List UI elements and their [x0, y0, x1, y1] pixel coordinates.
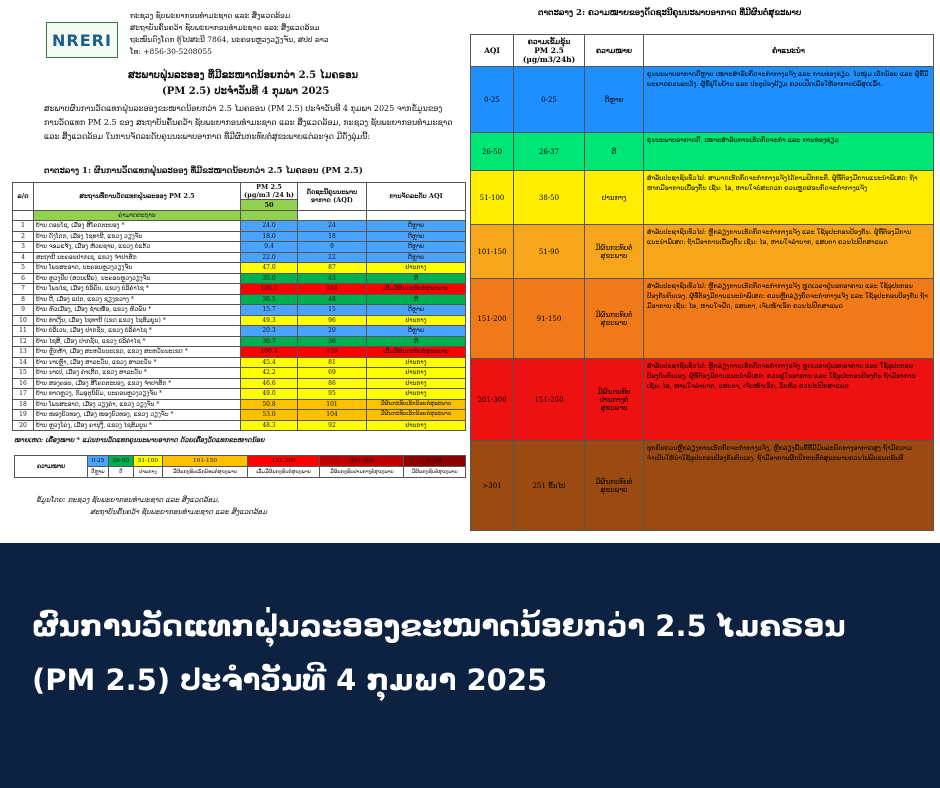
- aqi-row: [471, 133, 934, 171]
- cell-level: ເລີ່ມມີຜົນກະທົບຕໍ່ສຸຂະພາບ: [367, 284, 466, 295]
- col-pm: PM 2.5 (µg/m3 /24 h): [241, 183, 298, 200]
- cell-level: ມີຜົນກະທົບເລັກນ້ອຍຕໍ່ສຸຂະພາບ: [367, 410, 466, 421]
- cell-aqi: 164: [298, 284, 367, 295]
- cell-aqi: 81: [298, 357, 367, 368]
- doc-subtitle: (PM 2.5) ປະຈຳວັນທີ 4 ກຸມພາ 2025: [162, 86, 330, 97]
- cell-aqi: 15: [298, 305, 367, 316]
- cell-location: ບ້ານ ດອນໂຊ, ເມືອງ ສີໂຄດຕະບອງ *: [34, 221, 241, 232]
- cell-meaning: ດີ: [585, 133, 644, 171]
- cell-no: 19: [13, 410, 34, 421]
- source-line: ຂໍ້ມູນໂດຍ: ກະຊວງ ຊັບພະຍາກອນທຳມະຊາດ ແລະ ສິ່ງແວດລ້ອມ,: [36, 496, 220, 504]
- cell-level: ມີຜົນກະທົບເລັກນ້ອຍຕໍ່ສຸຂະພາບ: [367, 399, 466, 410]
- legend-meaning: ມີຜົນກະທົບຕໍ່ສຸຂະພາບ: [404, 467, 466, 478]
- cell-level: ປານກາງ: [367, 315, 466, 326]
- legend-range: 0-25: [88, 456, 109, 467]
- org-line: ໂທ: +856-30-5208055: [130, 47, 212, 56]
- legend-meaning: ດີ: [108, 467, 133, 478]
- cell-aqi: 201-300: [471, 359, 514, 441]
- cell-aqi: 22: [298, 252, 367, 263]
- cell-location: ບ້ານ ທາດຫຼວງ, ກົມອຸຕຸນິຍົມ, ນະຄອນຫຼວງວຽງຈັນ *: [34, 389, 241, 400]
- table-row: [13, 263, 466, 274]
- legend-range: 151-200: [247, 456, 320, 467]
- aqi-row: [471, 359, 934, 441]
- legend-meaning: ມີຜົນກະທົບປານກາງຕໍ່ສຸຂະພາບ: [320, 467, 404, 478]
- cell-no: 14: [13, 357, 34, 368]
- table-row: [13, 305, 466, 316]
- cell-level: ເລີ່ມມີຜົນກະທົບຕໍ່ສຸຂະພາບ: [367, 347, 466, 358]
- cell-aqi: 24: [298, 221, 367, 232]
- doc-paragraph: ສະພາບຜົນການວັດແທກຝຸ່ນລະອອງຂະໜາດນ້ອຍກວ່າ 2.5 ໄມຄຣອນ (PM 2.5) ປະຈຳວັນທີ 4 ກຸມພາ 2025 ຈາກຂໍ້ມູນຂອງ ການວັດແທກ PM 2.5 ຂອງ ສະຖາບັນຄົ້ນຄວ້າ ຊັບພະຍາກອນທຳມະຊາດ ແລະ ສິ່ງແວດລ້ອມ, ກະຊວງ ຊັບພະຍາກອນທຳມະຊາດ ແລະ ສິ່ງແວດລ້ອມ ໃນການຈັດລະດັບຄຸນນະພາບອາກາດ ທີ່ມີຜົນກະທົບຕໍ່ສຸຂະພາບແຕ່ລະຈຸດ ມີດັ່ງລຸ່ມນີ້:: [44, 104, 453, 141]
- cell-aqi: 101: [298, 399, 367, 410]
- cell-no: 5: [13, 263, 34, 274]
- cell-pm: 38-50: [514, 171, 585, 225]
- legend-range: 26-50: [108, 456, 133, 467]
- cell-pm: 46.6: [241, 378, 298, 389]
- cell-no: 3: [13, 242, 34, 253]
- cell-location: ບ້ານ ສອງຄອນ, ເມືອງ ສີໂຄດຕະບອງ, ແຂວງ ຈຳປາສັກ *: [34, 378, 241, 389]
- source-line: ສະຖາບັນຄົ້ນຄວ້າ ຊັບພະຍາກອນທຳມະຊາດ ແລະ ສິ່ງແວດລ້ອມ: [90, 508, 267, 516]
- aqi-legend: [14, 455, 466, 478]
- nreri-logo: NRERI: [46, 22, 118, 58]
- table-row: [13, 284, 466, 295]
- cell-advice: ຄຸນນະພາບອາກາດດີຫຼາຍ ເໝາະສຳລັບກິດຈະກຳກາງແຈ້ງ ແລະ ການທ່ອງທ່ຽວ. ໄວໜຸ່ມ ເດັກນ້ອຍ ແລະ ຜູ້ທີ່ມີພະຍາດຄວນລະວັງ. ຜູ້ທີ່ຢູ່ໃນບ້ານ ແລະ ປະຕູປ່ອງຢ້ຽມ ຄວນເປີດເພື່ອໃຫ້ອາກາດບໍລິສຸດເຂົ້າ.: [644, 67, 934, 133]
- cell-location: ບ້ານ ນາເຫຼົ່າ, ເມືອງ ສາລະວັນ, ແຂວງ ສາລະວັນ *: [34, 357, 241, 368]
- legend-meaning: ປານກາງ: [133, 467, 162, 478]
- table-row: [13, 242, 466, 253]
- cell-no: 1: [13, 221, 34, 232]
- table-row: [13, 378, 466, 389]
- col-pm: ຄວາມເຂັ້ມຂຸ້ນ PM 2.5 (µg/m3/24h): [514, 35, 585, 67]
- aqi-row: [471, 67, 934, 133]
- cell-pm: 51-90: [514, 225, 585, 279]
- cell-pm: 20.3: [241, 326, 298, 337]
- cell-pm: 9.4: [241, 242, 298, 253]
- cell-meaning: ດີຫຼາຍ: [585, 67, 644, 133]
- cell-pm: 91-150: [514, 279, 585, 359]
- cell-aqi: 69: [298, 368, 367, 379]
- cell-location: ສະຖານີ ນະຄອນປາກເຊ, ແຂວງ ຈຳປາສັກ: [34, 252, 241, 263]
- cell-advice: ສຳລັບປະຊາຊົນທົ່ວໄປ: ສາມາດເຮັດກິດຈະກຳກາງແຈ້ງໄດ້ຕາມປົກກະຕິ. ຜູ້ທີ່ຕ້ອງມີການແນະນຳພິເສດ: ຖ້າຫາກມີອາການເບື້ອງຕົ້ນ ເຊັ່ນ: ໄອ, ຫາຍໃຈບໍ່ສະດວກ ຄວນຫຼຸດຜ່ອນກິດຈະກຳກາງແຈ້ງ: [644, 171, 934, 225]
- cell-level: ປານກາງ: [367, 368, 466, 379]
- cell-aqi: 87: [298, 263, 367, 274]
- cell-pm: 49.3: [241, 315, 298, 326]
- cell-location: ບ້ານ ນາເປ, ເມືອງ ຄຳເກີດ, ແຂວງ ສາລະວັນ *: [34, 368, 241, 379]
- cell-location: ບ້ານ ດີ, ເມືອງ ແປກ, ແຂວງ ຊຽງຂວາງ *: [34, 294, 241, 305]
- table-row: [13, 273, 466, 284]
- cell-aqi: 101-150: [471, 225, 514, 279]
- cell-level: ປານກາງ: [367, 263, 466, 274]
- cell-no: 6: [13, 273, 34, 284]
- cell-pm: 100.4: [241, 347, 298, 358]
- legend-range: 101-150: [163, 456, 248, 467]
- col-location: ສະຖານທີ່ການວັດແທກຝຸ່ນລະອອງ PM 2.5: [34, 183, 241, 211]
- table-row: [13, 357, 466, 368]
- cell-aqi: 18: [298, 231, 367, 242]
- cell-pm: 48.3: [241, 420, 298, 431]
- cell-pm: 50.8: [241, 399, 298, 410]
- cell-meaning: ມີຜົນກະທົບຕໍ່ສຸຂະພາບ: [585, 441, 644, 531]
- legend-range: 51-100: [133, 456, 162, 467]
- cell-location: ບ້ານ ຫຼວງໂຄ່ງ, ເມືອງ ຄານຸງີ, ແຂວງ ໄຊສົມບູນ *: [34, 420, 241, 431]
- table-row: [13, 420, 466, 431]
- table-row: [13, 326, 466, 337]
- table-row: [13, 294, 466, 305]
- aqi-row: [471, 171, 934, 225]
- cell-meaning: ປານກາງ: [585, 171, 644, 225]
- aqi-row: [471, 279, 934, 359]
- cell-aqi: 159: [298, 347, 367, 358]
- cell-pm: 22.0: [241, 252, 298, 263]
- cell-aqi: >301: [471, 441, 514, 531]
- cell-location: ບ້ານ ໂພນສະອາດ, ເມືອງ ວຽງຄຳ, ແຂວງ ວຽງຈັນ *: [34, 399, 241, 410]
- cell-aqi: 96: [298, 315, 367, 326]
- table-row: [13, 389, 466, 400]
- cell-location: ບ້ານ ຫຼວງປັບ (ສວນເພີ້ຍ), ນະຄອນຫຼວງວຽງຈັນ: [34, 273, 241, 284]
- cell-no: 4: [13, 252, 34, 263]
- cell-advice: ສຳລັບປະຊາຊົນທົ່ວໄປ: ຫຼີກລ່ຽງການເຮັດກິດຈະກຳກາງແຈ້ງ ຫຼຸດເວລາຢູ່ນອກອາຄານ ແລະ ໃຊ້ອຸປະກອນປ້ອງກັນຕົນເອງ. ຜູ້ທີ່ຕ້ອງມີການແນະນຳພິເສດ: ຄວນຢູ່ໃນອາຄານ ແລະ ໃຊ້ອຸປະກອນປ້ອງກັນ ຖ້າມີອາການ ເຊັ່ນ: ໄອ, ຫາຍໃຈລຳບາກ, ແສບຕາ, ເຈັບໜ້າເອິກ, ວິນຫົວ ຄວນໄປປຶກສາແພດ: [644, 359, 934, 441]
- cell-no: 13: [13, 347, 34, 358]
- legend-range: 201-300: [320, 456, 404, 467]
- cell-pm: 24.0: [241, 221, 298, 232]
- cell-no: 7: [13, 284, 34, 295]
- cell-pm: 47.0: [241, 263, 298, 274]
- table-row: [13, 231, 466, 242]
- cell-aqi: 0-25: [471, 67, 514, 133]
- cell-level: ປານກາງ: [367, 420, 466, 431]
- cell-aqi: 51-100: [471, 171, 514, 225]
- cell-aqi: 26-50: [471, 133, 514, 171]
- cell-pm: 26-37: [514, 133, 585, 171]
- cell-aqi: 95: [298, 389, 367, 400]
- cell-pm: 49.0: [241, 389, 298, 400]
- cell-level: ດີ: [367, 336, 466, 347]
- legend-meaning: ເລີ່ມມີຜົນກະທົບຕໍ່ສຸຂະພາບ: [247, 467, 320, 478]
- cell-location: ບ້ານ ໄຊສີ, ເມືອງ ປາກຊັນ, ແຂວງ ບໍລິຄຳໄຊ *: [34, 336, 241, 347]
- cell-location: ບ້ານ ທ່າເງິນ, ເມືອງ ໄຊທານີ (ເຂດ ແຂວງ ໄຊສົມບູນ) *: [34, 315, 241, 326]
- cell-level: ດີ: [367, 294, 466, 305]
- legend-meaning: ດີຫຼາຍ: [88, 467, 109, 478]
- headline-banner: [0, 543, 940, 788]
- col-advice: ຄຳແນະນຳ: [644, 35, 934, 67]
- cell-aqi: 36: [298, 336, 367, 347]
- right-document: [470, 0, 940, 543]
- table1-title: ຕາຕະລາງ 1: ຜົນການວັດແທກຝຸ່ນລະອອງ ທີ່ມີຂະໜາດນ້ອຍກວ່າ 2.5 ໄມຄຣອນ (PM 2.5): [44, 166, 363, 176]
- cell-pm: 36.5: [241, 294, 298, 305]
- cell-aqi: 43: [298, 273, 367, 284]
- left-document: [0, 0, 470, 543]
- cell-no: 17: [13, 389, 34, 400]
- cell-level: ດີຫຼາຍ: [367, 231, 466, 242]
- cell-no: 11: [13, 326, 34, 337]
- cell-no: 18: [13, 399, 34, 410]
- table-row: [13, 221, 466, 232]
- cell-no: 15: [13, 368, 34, 379]
- doc-title: ສະພາບຝຸ່ນລະອອງ ທີ່ມີຂະໜາດນ້ອຍກວ່າ 2.5 ໄມຄຣອນ: [128, 70, 359, 81]
- aqi-row: [471, 441, 934, 531]
- cell-level: ປານກາງ: [367, 389, 466, 400]
- table-row: [13, 315, 466, 326]
- cell-level: ດີຫຼາຍ: [367, 305, 466, 316]
- cell-location: ບ້ານ ບໍລິເວນ, ເມືອງ ປາກຊັນ, ແຂວງ ບໍລິຄຳໄຊ *: [34, 326, 241, 337]
- cell-location: ບ້ານ ຫຼັກຫ້າ, ເມືອງ ສະຫວັນນະເຂດ, ແຂວງ ສະຫວັນນະເຂດ *: [34, 347, 241, 358]
- legend-range: >301: [404, 456, 466, 467]
- cell-aqi: 20: [298, 326, 367, 337]
- cell-pm: 18.0: [241, 231, 298, 242]
- table-row: [13, 336, 466, 347]
- cell-advice: ສຳລັບປະຊາຊົນທົ່ວໄປ: ຫຼີກລ່ຽງການເຮັດກິດຈະກຳກາງແຈ້ງ ຫຼຸດເວລາຢູ່ນອກອາຄານ ແລະ ໃຊ້ອຸປະກອນປ້ອງກັນຕົນເອງ. ຜູ້ທີ່ຕ້ອງມີການແນະນຳພິເສດ: ຄວນຫຼີກລ່ຽງກິດຈະກຳກາງແຈ້ງ ແລະ ໃຊ້ອຸປະກອນປ້ອງກັນ ຖ້າມີອາການ ເຊັ່ນ: ໄອ, ຫາຍໃຈຝືດ, ແສບຕາ, ເຈັບໜ້າເອິກ ຄວນໄປປຶກສາແພດ: [644, 279, 934, 359]
- cell-pm: 15.7: [241, 305, 298, 316]
- cell-pm: 45.4: [241, 357, 298, 368]
- cell-pm: 151-250: [514, 359, 585, 441]
- cell-aqi: 104: [298, 410, 367, 421]
- cell-aqi: 9: [298, 242, 367, 253]
- org-line: ກະຊວງ ຊັບພະຍາກອນທຳມະຊາດ ແລະ ສິ່ງແວດລ້ອມ: [130, 11, 291, 20]
- cell-level: ປານກາງ: [367, 378, 466, 389]
- cell-location: ບ້ານ ຈອມແຈ້ງ, ເມືອງ ຫ້ວຍຊາຍ, ແຂວງ ບໍ່ແກ້ວ: [34, 242, 241, 253]
- cell-level: ປານກາງ: [367, 357, 466, 368]
- cell-no: 8: [13, 294, 34, 305]
- cell-pm: 0-25: [514, 67, 585, 133]
- col-effect: ການຈັດລະດັບ AQI: [367, 183, 466, 211]
- cell-no: 9: [13, 305, 34, 316]
- legend-label: ຄວາມໝາຍ: [15, 456, 88, 478]
- cell-level: ດີຫຼາຍ: [367, 221, 466, 232]
- cell-meaning: ມີຜົນກະທົບປານກາງຕໍ່ສຸຂະພາບ: [585, 359, 644, 441]
- cell-pm: 53.0: [241, 410, 298, 421]
- cell-aqi: 86: [298, 378, 367, 389]
- cell-pm: 251 ຂຶ້ນໄປ: [514, 441, 585, 531]
- cell-location: ບ້ານ ຫົວເມືອງ, ເມືອງ ຊຳເໜືອ, ແຂວງ ຫົວພັນ *: [34, 305, 241, 316]
- table-row: [13, 368, 466, 379]
- cell-location: ບ້ານ ໂພນສະອາດ, ນະຄອນຫຼວງວຽງຈັນ: [34, 263, 241, 274]
- legend-meaning: ມີຜົນກະທົບເລັກນ້ອຍຕໍ່ສຸຂະພາບ: [163, 467, 248, 478]
- cell-advice: ຄຸນນະພາບອາກາດດີ, ເໝາະສຳລັບການເຮັດກິດຈະກຳ ແລະ ການທ່ອງທ່ຽວ: [644, 133, 934, 171]
- col-aqi: AQI: [471, 35, 514, 67]
- table-row: [13, 399, 466, 410]
- table2-title: ຕາຕະລາງ 2: ຄວາມໝາຍຂອງດັດຊະນີຄຸນນະພາບອາກາດ ທີ່ມີຜົນຕໍ່ສຸຂະພາບ: [538, 8, 802, 18]
- cell-pm: 106.5: [241, 284, 298, 295]
- cell-meaning: ມີຜົນກະທົບຕໍ່ສຸຂະພາບ: [585, 225, 644, 279]
- cell-level: ດີຫຼາຍ: [367, 326, 466, 337]
- cell-location: ບ້ານ ດົງໂດກ, ເມືອງ ໄຊທານີ, ແຂວງ ວຽງຈັນ: [34, 231, 241, 242]
- cell-no: 16: [13, 378, 34, 389]
- col-aqi: ດັດຊະນີຄຸນນະພາບອາກາດ (AQI): [298, 183, 367, 211]
- org-line: ຖະໜົນດົງໂດກ ຕູ້ໄປສະນີ 7864, ນະຄອນຫຼວງວຽງຈັນ, ສປປ ລາວ: [130, 35, 329, 44]
- cell-pm: 42.2: [241, 368, 298, 379]
- cell-level: ດີຫຼາຍ: [367, 242, 466, 253]
- cell-no: 2: [13, 231, 34, 242]
- cell-level: ດີ: [367, 273, 466, 284]
- cell-pm: 35.0: [241, 273, 298, 284]
- cell-no: 10: [13, 315, 34, 326]
- aqi-meaning-table: [470, 34, 934, 531]
- cell-location: ບ້ານ ໜອງບົວທອງ, ເມືອງ ໜອງບົວທອງ, ແຂວງ ວຽງຈັນ *: [34, 410, 241, 421]
- standard-value: 50: [241, 200, 298, 211]
- cell-advice: ສຳລັບປະຊາຊົນທົ່ວໄປ: ຫຼີກລ່ຽງການເຮັດກິດຈະກຳກາງແຈ້ງ ແລະ ໃຊ້ອຸປະກອນປ້ອງກັນ. ຜູ້ທີ່ຕ້ອງມີການແນະນຳພິເສດ: ຖ້າມີອາການເບື້ອງຕົ້ນ ເຊັ່ນ: ໄອ, ຫາຍໃຈລຳບາກ, ແສບຕາ ຄວນໄປປຶກສາແພດ: [644, 225, 934, 279]
- cell-aqi: 92: [298, 420, 367, 431]
- org-line: ສະຖາບັນຄົ້ນຄວ້າ ຊັບພະຍາກອນທຳມະຊາດ ແລະ ສິ່ງແວດລ້ອມ: [130, 23, 320, 32]
- cell-no: 12: [13, 336, 34, 347]
- col-meaning: ຄວາມໝາຍ: [585, 35, 644, 67]
- table-row: [13, 410, 466, 421]
- cell-location: ບ້ານ ໂພນໄຊ, ເມືອງ ບໍລິຄັນ, ແຂວງ ບໍລິຄຳໄຊ *: [34, 284, 241, 295]
- table-row: [13, 252, 466, 263]
- standard-label: ຄ່າມາດຕະຖານ: [34, 210, 241, 221]
- cell-aqi: 151-200: [471, 279, 514, 359]
- table-note: ໝາຍເຫດ: ເຄື່ອງໝາຍ * ແມ່ນການວັດແທກຄຸນນະພາບອາກາດ ດ້ວຍເຄື່ອງວັດແທກຂະໜາດນ້ອຍ: [14, 436, 265, 444]
- cell-pm: 30.7: [241, 336, 298, 347]
- cell-no: 20: [13, 420, 34, 431]
- headline-text: ຜົນການວັດແທກຝຸ່ນລະອອງຂະໜາດນ້ອຍກວ່າ 2.5 ໄມຄຣອນ (PM 2.5) ປະຈຳວັນທີ 4 ກຸມພາ 2025: [32, 609, 846, 697]
- cell-advice: ທຸກຄົນຄວນຫຼີກລ່ຽງການເຮັດກິດຈະກຳກາງແຈ້ງ, ຫຼີກລ່ຽງພື້ນທີ່ທີ່ມີມົນລະພິດທາງອາກາດສູງ ຖ້າມີຄວາມຈຳເປັນໃຫ້ນຳໃຊ້ອຸປະກອນປ້ອງກັນຕົນເອງ. ຖ້າມີອາການຜິດປົກກະຕິຕໍ່ສຸຂະພາບຄວນໄປພົບແພດທັນທີ: [644, 441, 934, 531]
- aqi-row: [471, 225, 934, 279]
- pm25-table: [12, 182, 466, 431]
- cell-meaning: ມີຜົນກະທົບຕໍ່ສຸຂະພາບ: [585, 279, 644, 359]
- col-no: ລ/ດ: [13, 183, 34, 211]
- cell-level: ດີຫຼາຍ: [367, 252, 466, 263]
- table-row: [13, 347, 466, 358]
- cell-aqi: 48: [298, 294, 367, 305]
